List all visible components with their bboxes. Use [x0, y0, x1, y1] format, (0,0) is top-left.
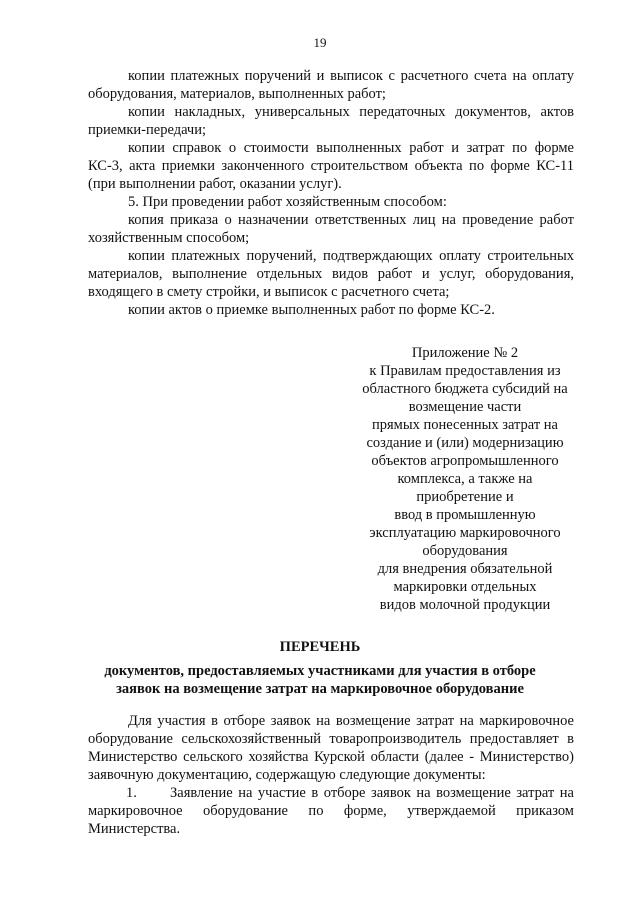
appendix-line: к Правилам предоставления из	[369, 363, 561, 379]
appendix-line: объектов агропромышленного	[371, 453, 559, 469]
paragraph: копии платежных поручений, подтверждающих оплату строительных материалов, выполнение отдельных видов работ и услуг, оборудования, входящего в смету стройки, и выписок с расчетного счета;	[88, 248, 574, 300]
intro-text-block	[88, 712, 574, 838]
intro-paragraph: Для участия в отборе заявок на возмещение затрат на маркировочное оборудование сельскохозяйственный товаропроизводитель предоставляет в Министерство сельского хозяйства Курской области (далее - Министерство) заявочную документацию, содержащую следующие документы:	[88, 713, 574, 783]
appendix-line: создание и (или) модернизацию	[366, 435, 564, 451]
page-number: 19	[313, 35, 327, 50]
appendix-block	[340, 344, 590, 614]
appendix-line: ввод в промышленную	[394, 507, 536, 523]
paragraph: копии актов о приемке выполненных работ по форме КС-2.	[128, 302, 495, 318]
appendix-line: эксплуатацию маркировочного	[369, 525, 561, 541]
top-text-block	[88, 67, 574, 319]
document-heading	[60, 638, 580, 698]
heading-subtitle-line: заявок на возмещение затрат на маркировочное оборудование	[116, 681, 524, 697]
appendix-line: возмещение части	[408, 399, 522, 415]
paragraph: копия приказа о назначении ответственных лиц на проведение работ хозяйственным способом;	[88, 212, 574, 246]
appendix-line: маркировки отдельных	[393, 579, 537, 595]
list-item: 1. Заявление на участие в отборе заявок на возмещение затрат на маркировочное оборудование по форме, утверждаемой приказом Министерства.	[88, 785, 574, 837]
appendix-line: оборудования	[422, 543, 508, 559]
paragraph: копии справок о стоимости выполненных работ и затрат по форме КС-3, акта приемки законченного строительством объекта по форме КС-11 (при выполнении работ, оказании услуг).	[88, 140, 574, 192]
paragraph: 5. При проведении работ хозяйственным способом:	[128, 194, 447, 210]
paragraph: копии платежных поручений и выписок с расчетного счета на оплату оборудования, материалов, выполненных работ;	[88, 68, 574, 102]
appendix-line: областного бюджета субсидий на	[362, 381, 568, 397]
heading-title: ПЕРЕЧЕНЬ	[279, 639, 361, 655]
appendix-line: прямых понесенных затрат на	[372, 417, 558, 433]
appendix-line: для внедрения обязательной	[377, 561, 553, 577]
paragraph: копии накладных, универсальных передаточных документов, актов приемки-передачи;	[88, 104, 574, 138]
appendix-line: комплекса, а также на	[397, 471, 533, 487]
appendix-line: видов молочной продукции	[379, 597, 551, 613]
appendix-title: Приложение № 2	[411, 345, 519, 361]
heading-subtitle-line: документов, предоставляемых участниками для участия в отборе	[104, 663, 536, 679]
appendix-line: приобретение и	[416, 489, 514, 505]
